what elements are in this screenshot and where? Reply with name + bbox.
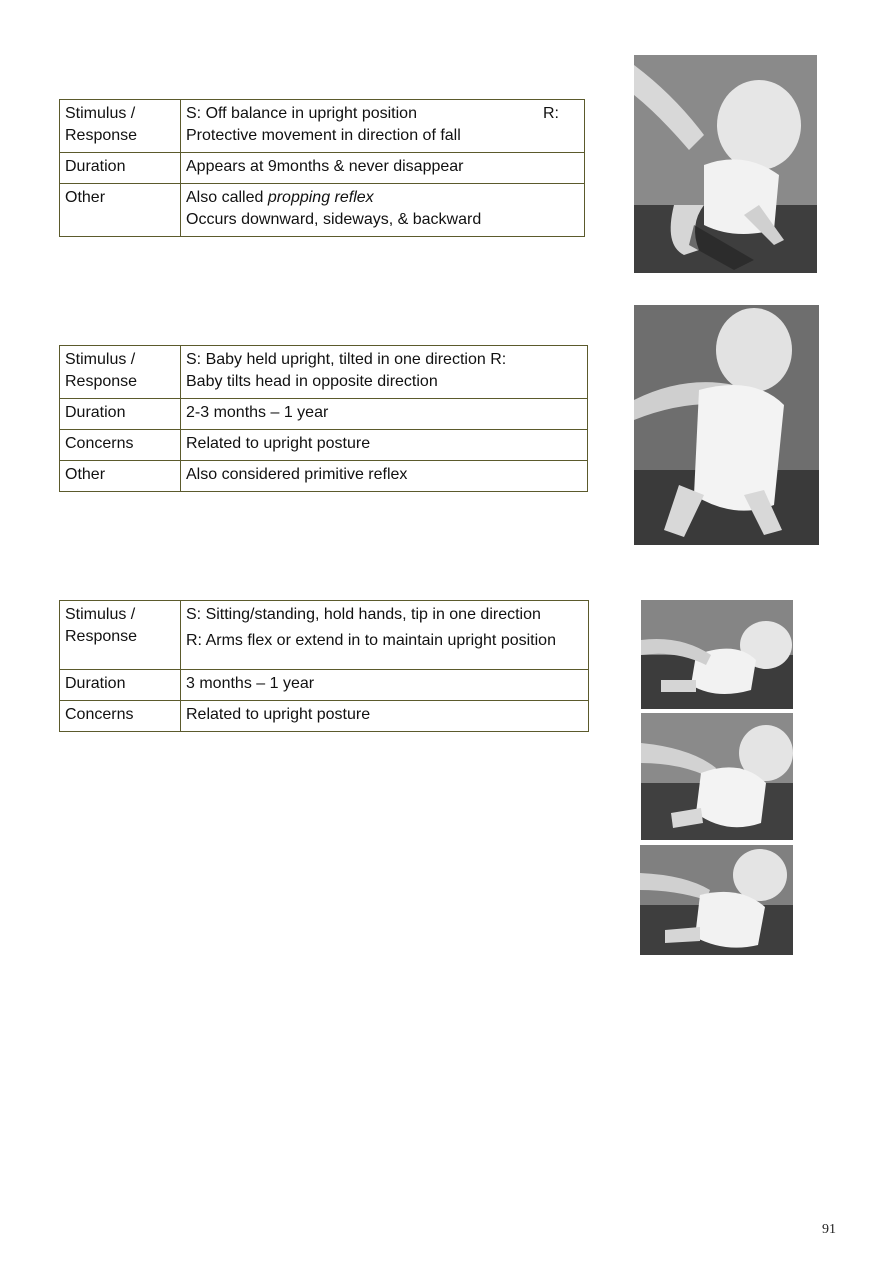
cell-text: Stimulus / Response — [65, 105, 138, 144]
baby-photo-3b — [641, 713, 793, 840]
row-value — [181, 100, 585, 153]
response-marker: R: — [543, 105, 559, 122]
table-row — [60, 346, 588, 399]
row-value — [181, 399, 588, 430]
cell-text: Stimulus / Response — [65, 606, 138, 645]
row-value — [181, 601, 589, 670]
row-label — [60, 601, 181, 670]
stimulus-text: S: Baby held upright, tilted in one direction R: — [186, 351, 507, 368]
prefix-text: Also called — [186, 189, 268, 206]
table-row — [60, 461, 588, 492]
table-row — [60, 184, 585, 237]
italic-term: propping reflex — [267, 189, 374, 206]
row-value — [181, 461, 588, 492]
cell-text: Concerns — [65, 706, 134, 723]
page-number: 91 — [822, 1222, 836, 1237]
row-label — [60, 399, 181, 430]
row-label — [60, 701, 181, 732]
cell-text: Duration — [65, 404, 126, 421]
table-row — [60, 701, 589, 732]
row-value — [181, 153, 585, 184]
table-row — [60, 430, 588, 461]
row-label — [60, 430, 181, 461]
cell-text: Also considered primitive reflex — [186, 466, 408, 483]
cell-text: 3 months – 1 year — [186, 675, 315, 692]
response-text: R: Arms flex or extend in to maintain upright position — [186, 632, 556, 649]
table-row — [60, 399, 588, 430]
stimulus-text: S: Sitting/standing, hold hands, tip in one direction — [186, 606, 541, 623]
row-label — [60, 100, 181, 153]
reflex-table-2 — [59, 345, 588, 492]
cell-text: Related to upright posture — [186, 706, 371, 723]
row-label — [60, 346, 181, 399]
row-value — [181, 184, 585, 237]
cell-text: Stimulus / Response — [65, 351, 138, 390]
response-text: Baby tilts head in opposite direction — [186, 373, 438, 390]
baby-photo-1 — [634, 55, 817, 273]
baby-photo-3c — [640, 845, 793, 955]
row-value — [181, 346, 588, 399]
cell-text: Occurs downward, sideways, & backward — [186, 211, 482, 228]
baby-photo-3a — [641, 600, 793, 709]
row-label — [60, 153, 181, 184]
cell-text — [186, 187, 579, 209]
cell-text: Related to upright posture — [186, 435, 371, 452]
table-row — [60, 670, 589, 701]
row-value — [181, 670, 589, 701]
cell-text: Appears at 9months & never disappear — [186, 158, 464, 175]
table-row — [60, 601, 589, 670]
response-text: Protective movement in direction of fall — [186, 127, 461, 144]
row-label — [60, 670, 181, 701]
baby-photo-2 — [634, 305, 819, 545]
reflex-table-3 — [59, 600, 589, 732]
cell-text: Concerns — [65, 435, 134, 452]
row-value — [181, 701, 589, 732]
reflex-table-1 — [59, 99, 585, 237]
cell-text: 2-3 months – 1 year — [186, 404, 329, 421]
row-value — [181, 430, 588, 461]
stimulus-text: S: Off balance in upright position — [186, 105, 417, 122]
row-label — [60, 461, 181, 492]
cell-text: Duration — [65, 158, 126, 175]
table-row — [60, 153, 585, 184]
stimulus-line — [186, 103, 579, 125]
cell-text: Other — [65, 466, 106, 483]
cell-text: Duration — [65, 675, 126, 692]
cell-text: Other — [65, 189, 106, 206]
table-row — [60, 100, 585, 153]
row-label — [60, 184, 181, 237]
